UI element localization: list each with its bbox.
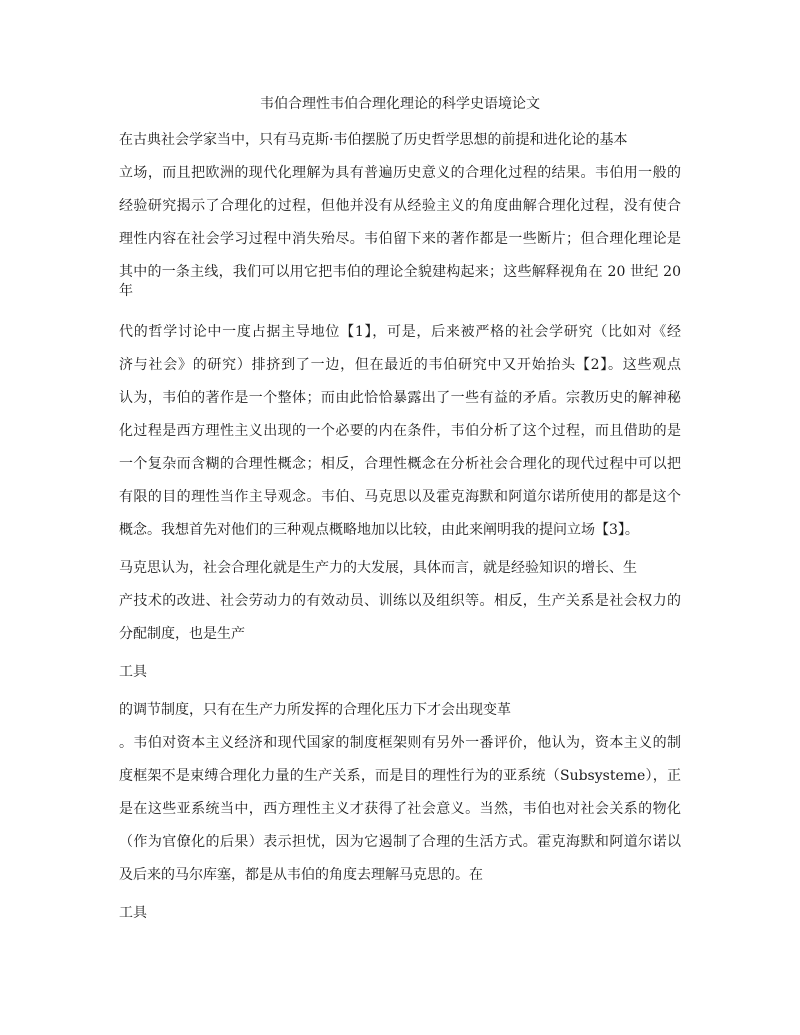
paragraph-line: （作为官僚化的后果）表示担忧，因为它遏制了合理的生活方式。霍克海默和阿道尔诺以 [119,834,681,850]
paragraph-line: 工具 [119,905,147,921]
paragraph-line: 认为，韦伯的著作是一个整体；而由此恰恰暴露出了一些有益的矛盾。宗教历史的解神秘 [119,390,681,406]
paragraph-line: 代的哲学讨论中一度占据主导地位【1】，可是，后来被严格的社会学研究（比如对《经 [119,324,681,340]
paragraph-line: 在古典社会学家当中，只有马克斯·韦伯摆脱了历史哲学思想的前提和进化论的基本 [119,132,628,148]
paragraph-line: 是在这些亚系统当中，西方理性主义才获得了社会意义。当然，韦伯也对社会关系的物化 [119,801,681,817]
paragraph-line: 概念。我想首先对他们的三种观点概略地加以比较，由此来阐明我的提问立场【3】。 [119,522,639,538]
paragraph-line: 化过程是西方理性主义出现的一个必要的内在条件，韦伯分析了这个过程，而且借助的是 [119,423,681,439]
paragraph-line: 一个复杂而含糊的合理性概念；相反，合理性概念在分析社会合理化的现代过程中可以把 [119,456,681,472]
paragraph-line: 度框架不是束缚合理化力量的生产关系，而是目的理性行为的亚系统（Subsysteme），正 [119,768,681,784]
document-title: 韦伯合理性韦伯合理化理论的科学史语境论文 [260,96,540,112]
paragraph-line: 。韦伯对资本主义经济和现代国家的制度框架则有另外一番评价，他认为，资本主义的制 [119,735,681,751]
paragraph-line: 经验研究揭示了合理化的过程，但他并没有从经验主义的角度曲解合理化过程，没有使合 [119,198,681,214]
paragraph-line: 产技术的改进、社会劳动力的有效动员、训练以及组织等。相反，生产关系是社会权力的 [119,593,681,609]
paragraph-line: 年 [119,283,133,299]
paragraph-line: 立场，而且把欧洲的现代化理解为具有普遍历史意义的合理化过程的结果。韦伯用一般的 [119,165,681,181]
paragraph-line: 有限的目的理性当作主导观念。韦伯、马克思以及霍克海默和阿道尔诺所使用的都是这个 [119,489,681,505]
paragraph-line: 及后来的马尔库塞，都是从韦伯的角度去理解马克思的。在 [119,867,483,883]
paragraph-line: 其中的一条主线，我们可以用它把韦伯的理论全貌建构起来；这些解释视角在 20 世纪 20 [119,264,681,280]
paragraph-line: 工具 [119,664,147,680]
paragraph-line: 马克思认为，社会合理化就是生产力的大发展，具体而言，就是经验知识的增长、生 [119,560,637,576]
paragraph-line: 分配制度，也是生产 [119,626,245,642]
paragraph-line: 的调节制度，只有在生产力所发挥的合理化压力下才会出现变革 [119,702,511,718]
paragraph-line: 理性内容在社会学习过程中消失殆尽。韦伯留下来的著作都是一些断片；但合理化理论是 [119,231,681,247]
paragraph-line: 济与社会》的研究）排挤到了一边，但在最近的韦伯研究中又开始抬头【2】。这些观点 [119,357,681,373]
